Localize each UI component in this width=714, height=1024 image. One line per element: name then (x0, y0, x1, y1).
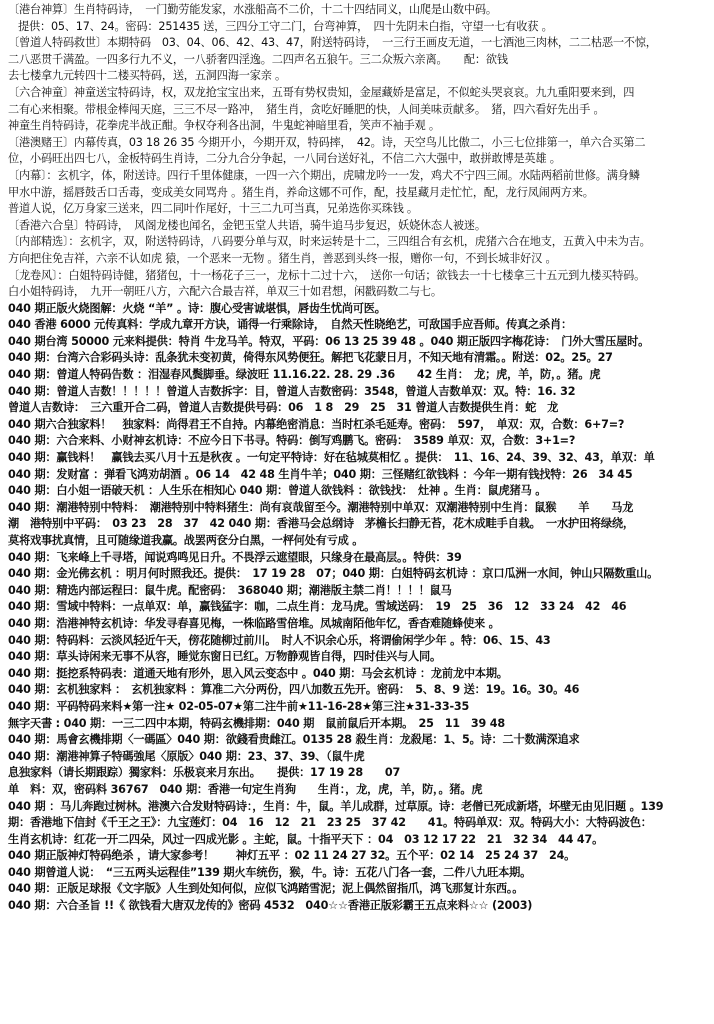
text-line: 040 期：赢钱料！ 赢钱去买八月十五是秋夜 。一句定平特诗：好在毡城莫相忆 。提供： 11、16、24、39、32、43，单双：单 (8, 451, 655, 465)
text-line: 〔港澳赌王〕内幕传真，03 18 26 35 今期开小，今期开双，特码摔， 42。诗，天空鸟儿比傲二，小三七位排第一，单六合买第二 (8, 135, 646, 149)
text-line: 040 期：六合圣旨 !!《 欲钱看大唐双龙传的》密码 4532 040☆☆香港正版彩霸王五点来料☆☆ (2003) (8, 899, 533, 913)
text-line: 二八恶贯千满盈。一四多行九不义，一八骄奢四淫逸。二四声名五狼午。三二众叛六亲离。 配：欲钱 (8, 52, 508, 66)
text-line: 生肖玄机诗：红花一开二四朵，风过一四成光影 。主蛇，鼠。十指平天下 ：04 03 12 17 22 21 32 34 44 47。 (8, 832, 604, 846)
text-line: 〔内幕〕：玄机字，体，附送诗。四行千里体健康，一四一六个期出，虎啸龙吟一一发，鸡犬不宁四三闹。水陆两稻前世修。满身鳞 (8, 168, 640, 182)
text-line: 期：香港地下信封《千王之王》：九宝莲灯：04 16 12 21 23 25 37 42 41。特码单双：双。特码大小：大特码波色： (8, 816, 652, 830)
text-line: 040 期：雪域中特料：一点单双：单，赢钱猛字：咖，二点生肖：龙马虎。雪域送码： 19 25 36 12 33 24 42 46 (8, 600, 627, 614)
text-line: 息独家料（请长期跟踪）獨家料：乐极哀来月东出。 提供：17 19 28 07 (8, 766, 401, 780)
text-line: 040 期：草头诗闲来无事不从容，睡觉东窗日已红。万物静观皆自得，四时佳兴与人同。 (8, 650, 441, 664)
text-line: 〔香港六合皇〕特码诗， 风阁龙楼也闻名，金钯玉堂人共语，骑牛追马步复迟，妖娆休态人被迷。 (8, 218, 486, 232)
text-line: 040 期：白小姐一语破天机 ：人生乐在相知心 040 期：曾道人欲钱料 ：欲钱找： 灶神 。生肖：鼠虎猪马 。 (8, 484, 547, 498)
text-line: 040 期台湾 50000 元来料提供：特肖 牛龙马羊。特双，平码：06 13 25 39 48 。040 期正版四字梅花诗： 门外大雪压屋时。 (8, 334, 650, 348)
text-line: 曾道人吉数诗： 三六重开合二码，曾道人吉数提供号码：06 1 8 29 25 31 曾道人吉数提供生肖：蛇 龙 (8, 401, 559, 415)
text-line: 040 期：曾道人特码告数 ：泪湿春风鬓脚垂。绿波旺 11.16.22. 28. 29 .36 42 生肖： 龙；虎，羊，防，。猪。虎 (8, 368, 601, 382)
text-line: 040 期六合独家料！ 独家料：尚得君王不自持。内幕绝密消息：当时杠杀毛延寿。密码： 597， 单双：双，合数：6+7=? (8, 417, 625, 431)
text-line: 莫将戏事扰真情，且可随缘道我赢。战罢两奁分白黑，一枰何处有亏成 。 (8, 534, 364, 547)
text-line: 040 期 ：马儿奔跑过树林。港澳六合发财特码诗：，生肖：牛，鼠。羊儿成群，过草原。诗：老僧已死成新塔，坏壁无由见旧题 。139 (8, 799, 664, 813)
text-line: 神童生肖特码诗，花拳虎半战正酣。争权夺利各出洞，牛鬼蛇神暗里看，笑声不袖手观 。 (8, 119, 440, 133)
text-line: 040 期：潮港神算子特碼強尾〈原版〉040 期：23、37、39、（鼠牛虎 (8, 749, 365, 763)
text-line: 040 期：曾道人吉数！！！！！曾道人吉数拆字：目，曾道人吉数密码：3548，曾道人吉数单双：双。特：16. 32 (8, 384, 576, 398)
text-line: 040 期：六合来料、小财神玄机诗：不应今日下书寻。特码：倒写鸡鹏飞。密码： 3589 单双：双，合数：3+1=? (8, 434, 576, 448)
text-line: 040 期：精选内部运程曰：鼠牛虎。配密码： 368040 期；潮港版主禁二肖！！！！鼠马 (8, 583, 452, 597)
text-line: 040 期正版火烧图解：火烧 “羊” 。诗：腹心受害诚堪惧，唇齿生忧尚可医。 (8, 301, 386, 315)
text-line: 040 香港 6000 元传真料：学成九章开方诀，诵得一行乘除诗， 自然天性晓绝艺，可敌国手应吾师。传真之杀肖： (8, 318, 573, 332)
text-line: 040 期：台湾六合彩码头诗：乱条犹未变初黄，倚得东风势便狂。解把飞花蒙日月，不知天地有清霜。。附送：02。25。27 (8, 351, 613, 365)
text-line: 〔龙卷风〕：白姐特码诗健，猪猪包，十一杨花子三一，龙标十二过十六， 送你一句话；欲钱去一十七楼拿三十五元到九楼买特码。 (8, 268, 646, 282)
text-line: 無字天書 : 040 期：一三二四中本期，特码玄機排期：040 期 鼠前鼠后开本期。 25 11 39 48 (8, 716, 505, 730)
text-line: 单 料：双，密码料 36767 040 期：香港一句定生肖狗 生肖：，龙，虎，羊，防，。猪。虎 (8, 782, 483, 796)
text-line: 040 期正版神灯特码绝杀 ，请大家参考！ 神灯五平 ：02 11 24 27 32。五个平：02 14 25 24 37 24。 (8, 849, 576, 863)
text-line: 〔港台神算〕生肖特码诗， 一门勤劳能发家，水涨船高不二价，十二十四结同义，山爬是山数中码。 (8, 3, 497, 16)
text-line: 040 期：潮港特别中特料： 潮港特别中特料猪生：尚有哀哉留至今。潮港特别中单双：双潮港特别中生肖：鼠猴 羊 马龙 (8, 500, 634, 514)
text-line: 潮 港特别中平码： 03 23 28 37 42 040 期：香港马会总纲诗 茅檐长扫静无苔，花木成畦手自栽。 一水护田将绿绕， (8, 517, 634, 531)
text-line: 二有心来相聚。带根金棒闯天庭，三三不尽一路冲， 猪生肖，贪吃好睡肥的快，人间美味贡献多。 猪，四六看好先出手 。 (8, 102, 605, 116)
text-line: 去七楼拿九元转四十二楼买特码，送，五洞四海一家亲 。 (8, 69, 287, 83)
text-line: 040 期：发财富 ：弹看飞鸿劝胡酒 。06 14 42 48 生肖牛羊；040 期：三怪赌红欲钱料 ：今年一期有钱找特：26 34 45 (8, 467, 633, 481)
text-line: 040 期曾道人说： “三五两头运程佳”139 期火车统伤，猴，牛。诗：五花八门各一套，二件八九旺本期。 (8, 865, 532, 879)
text-line: 〔六合神童〕神童送宝特码诗，权，双龙抢宝宝出来，五哥有势权贵知，金屋藏娇是富足，不似蛇头哭哀哀。九九重阳要来到，四 (8, 85, 635, 99)
text-line: 040 期：玄机独家料 ： 玄机独家料 ：算准二六分两份，四八加数五先开。密码： 5、8、9 送：19。16。30。46 (8, 683, 580, 697)
text-line: 040 期：平码特码来料★第一注★ 02-05-07★第二注牛前★11-16-28★第三注★31-33-35 (8, 699, 470, 713)
text-line: 〔内部精选〕：玄机字，双，附送特码诗，八码要分单与双，时来运转是十二，三四组合有玄机，虎猪六合在地支，五黄入中未为吉。 (8, 235, 651, 249)
text-line: 040 期：特码料：云淡风轻近午天，傍花随柳过前川。 时人不识余心乐，将谓偷闲学少年 。特：06、15、43 (8, 633, 551, 647)
text-line: 040 期：挺挖系特码表：道通天地有形外，思入风云变态中 。040 期：马会玄机诗 ：龙前龙中本期。 (8, 666, 508, 680)
text-line: 040 期：飞来峰上千寻塔，闻说鸡鸣见日升。不畏浮云遮望眼，只缘身在最高层。。特供：39 (8, 550, 462, 564)
text-line: 提供：05、17、24。密码：251435 送，三四分工守二门，台弯神算， 四十先阴未白指，守望一七有收获 。 (18, 19, 553, 33)
text-line: 040 期：正版足球报《文字版》人生到处知何似，应似飞鸿踏雪泥；泥上偶然留指爪，鸿飞那复计东西。。 (8, 882, 524, 896)
text-line: 〔曾道人特码救世〕本期特码 03、04、06、42、43、47，附送特码诗， 一三行王画皮无道，一七酒池三肉林，二二枯恶一不惊， (8, 36, 657, 50)
text-line: 方向把住免吉祥，六亲不认如虎 猿，一个恶来一无物 。猪生肖，善恶到头终一报，赠你一句，不到长城非好汉 。 (8, 251, 557, 265)
text-line: 白小姐特码诗， 九开一朝旺八方，六配六合最吉祥，单双三十如君想，闲戳码数二与七。 (8, 285, 442, 299)
text-line: 040 期：馬會玄機排期〈一碼區〉040 期：欲錢看贵雌江。0135 28 殺生肖：龙殺尾：1、5。诗：二十数满深追求 (8, 733, 580, 747)
text-line: 甲水中游，摇唇鼓舌口舌毒，变成美女同骂舟 。猪生肖，养命这娜不可作，配，技星藏月走忙忙，配，龙行凤闹两方来。 (8, 185, 594, 199)
text-line: 普道人说，亿万身家三送来，四二同叶作尾好，十三二九可当真，兄弟选你买珠钱 。 (8, 202, 418, 216)
text-line: 040 期：浩港神特玄机诗：华发寻春喜见梅，一株临路雪倍堆。凤城南陌他年忆，香杳难随蜂使来 。 (8, 616, 500, 630)
text-line: 040 期：金光佛玄机 ：明月何时照我还。提供： 17 19 28 07；040 期：白姐特码玄机诗 ：京口瓜洲一水间，钟山只隔数重山。 (8, 567, 659, 581)
text-line: 位，小码旺出四七八，金板特码生肖诗，二分九合分争起，一八同台送好礼，不信二六大强中，敢拼敢博是英雄 。 (8, 152, 561, 166)
